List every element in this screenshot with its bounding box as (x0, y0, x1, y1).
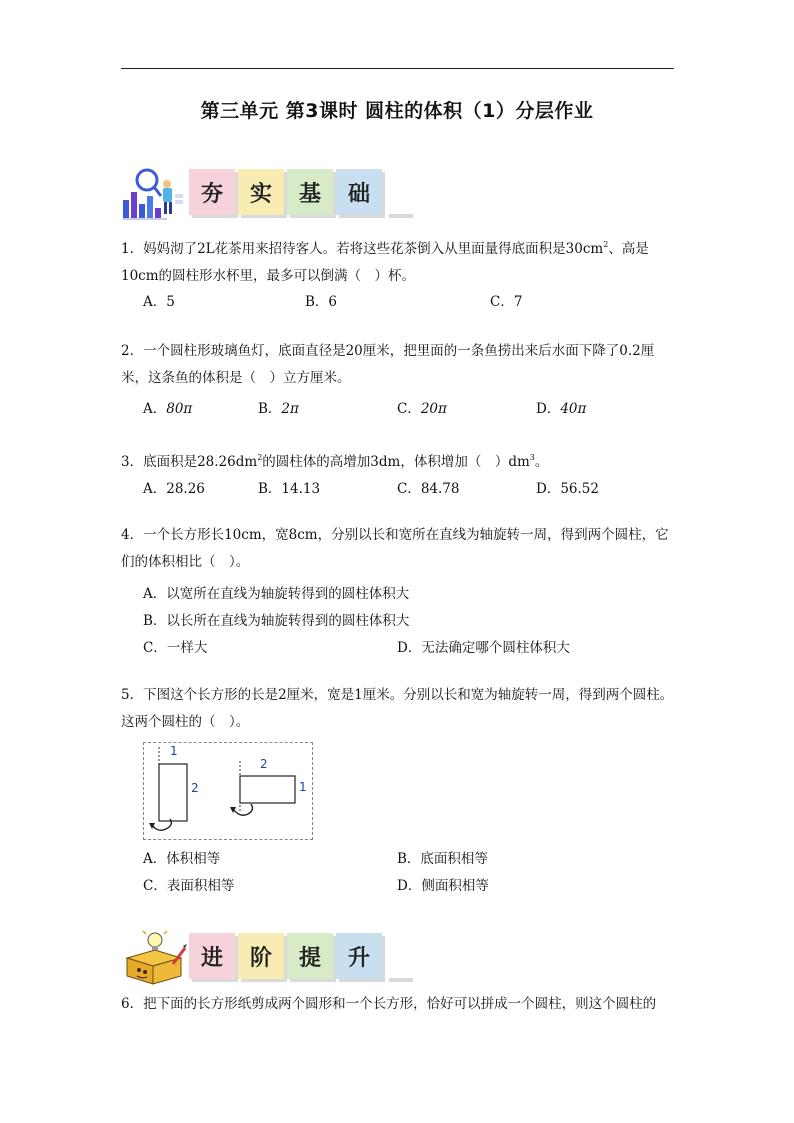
question-3-sup2: 3 (529, 453, 535, 462)
q2-option-b[interactable] (258, 397, 299, 417)
banner-tile-3: 基 (287, 169, 333, 215)
q2-option-c-value: 20π (420, 401, 447, 417)
banner-tile-4: 础 (336, 169, 382, 215)
banner-tile-2: 阶 (238, 933, 284, 979)
q2-option-c-label: C． (397, 401, 421, 417)
question-2: 2．一个圆柱形玻璃鱼灯，底面直径是20厘米，把里面的一条鱼捞出来后水面下降了0.2厘米，这条鱼的体积是（ ）立方厘米。 (121, 343, 655, 386)
q4-option-a[interactable]: A．以宽所在直线为轴旋转得到的圆柱体积大 (143, 586, 410, 602)
question-3 (121, 444, 677, 476)
header-rule (121, 68, 674, 69)
idea-box-icon (121, 930, 187, 986)
question-1-sup: 2 (603, 240, 609, 249)
q3-option-b[interactable]: B．14.13 (258, 481, 321, 497)
q2-option-a-value: 80π (166, 401, 193, 417)
q1-option-b[interactable]: B．6 (305, 294, 338, 310)
q5-option-d[interactable]: D．侧面积相等 (397, 878, 489, 894)
page-title: 第三单元 第3课时 圆柱的体积（1）分层作业 (200, 100, 594, 122)
question-3-text-b: 的圆柱体的高增加3dm，体积增加（ ）dm (262, 454, 530, 470)
section-banner-basic (121, 166, 411, 222)
banner-tile-1: 夯 (189, 169, 235, 215)
question-6: 6．把下面的长方形纸剪成两个圆形和一个长方形，恰好可以拼成一个圆柱，则这个圆柱的 (121, 996, 657, 1012)
q3-option-d[interactable]: D．56.52 (536, 481, 599, 497)
fig-left-top-label: 1 (170, 744, 178, 758)
question-3-sup1: 2 (257, 453, 263, 462)
banner-tile-3: 提 (287, 933, 333, 979)
banner-tile-2: 实 (238, 169, 284, 215)
q2-option-b-value: 2π (281, 401, 299, 417)
question-5: 5．下图这个长方形的长是2厘米，宽是1厘米。分别以长和宽为轴旋转一周，得到两个圆柱。这两个圆柱的（ ）。 (121, 687, 674, 730)
question-3-text-c: 。 (534, 454, 549, 470)
q1-option-a[interactable]: A．5 (143, 294, 175, 310)
banner-tail (389, 978, 413, 982)
q4-option-b[interactable]: B．以长所在直线为轴旋转得到的圆柱体积大 (143, 613, 410, 629)
q5-option-a[interactable]: A．体积相等 (143, 851, 221, 867)
q2-option-d-label: D． (536, 401, 561, 417)
analytics-magnifier-icon (121, 166, 187, 222)
fig-right-top-label: 2 (260, 757, 268, 771)
q3-option-a[interactable]: A．28.26 (143, 481, 205, 497)
banner-tail (389, 214, 413, 218)
q4-option-d[interactable]: D．无法确定哪个圆柱体积大 (397, 640, 570, 656)
banner-tile-4: 升 (336, 933, 382, 979)
q2-option-a-label: A． (143, 401, 167, 417)
q5-option-b[interactable]: B．底面积相等 (397, 851, 488, 867)
question-1-text-a: 1．妈妈沏了2L花茶用来招待客人。若将这些花茶倒入从里面量得底面积是30cm (121, 241, 604, 257)
section-banner-advanced (121, 930, 411, 986)
question-3-text-a: 3．底面积是28.26dm (121, 454, 258, 470)
question-4: 4．一个长方形长10cm，宽8cm，分别以长和宽所在直线为轴旋转一周，得到两个圆柱，它们的体积相比（ ）。 (121, 527, 669, 570)
q1-option-c[interactable]: C．7 (490, 294, 523, 310)
q2-option-b-label: B． (258, 401, 282, 417)
fig-left-side-label: 2 (191, 781, 199, 795)
q2-option-d-value: 40π (560, 401, 587, 417)
q5-option-c[interactable]: C．表面积相等 (143, 878, 235, 894)
question-1 (121, 231, 677, 290)
q2-option-a[interactable] (143, 397, 192, 417)
fig-right-side-label: 1 (299, 780, 307, 794)
rotation-figure (143, 742, 313, 840)
q3-option-c[interactable]: C．84.78 (397, 481, 460, 497)
banner-tile-1: 进 (189, 933, 235, 979)
q4-option-c[interactable]: C．一样大 (143, 640, 208, 656)
q2-option-c[interactable] (397, 397, 447, 417)
q2-option-d[interactable] (536, 397, 586, 417)
question-1-text-b: 、高是10cm的圆柱形水杯里，最多可以倒满（ ）杯。 (121, 241, 649, 284)
